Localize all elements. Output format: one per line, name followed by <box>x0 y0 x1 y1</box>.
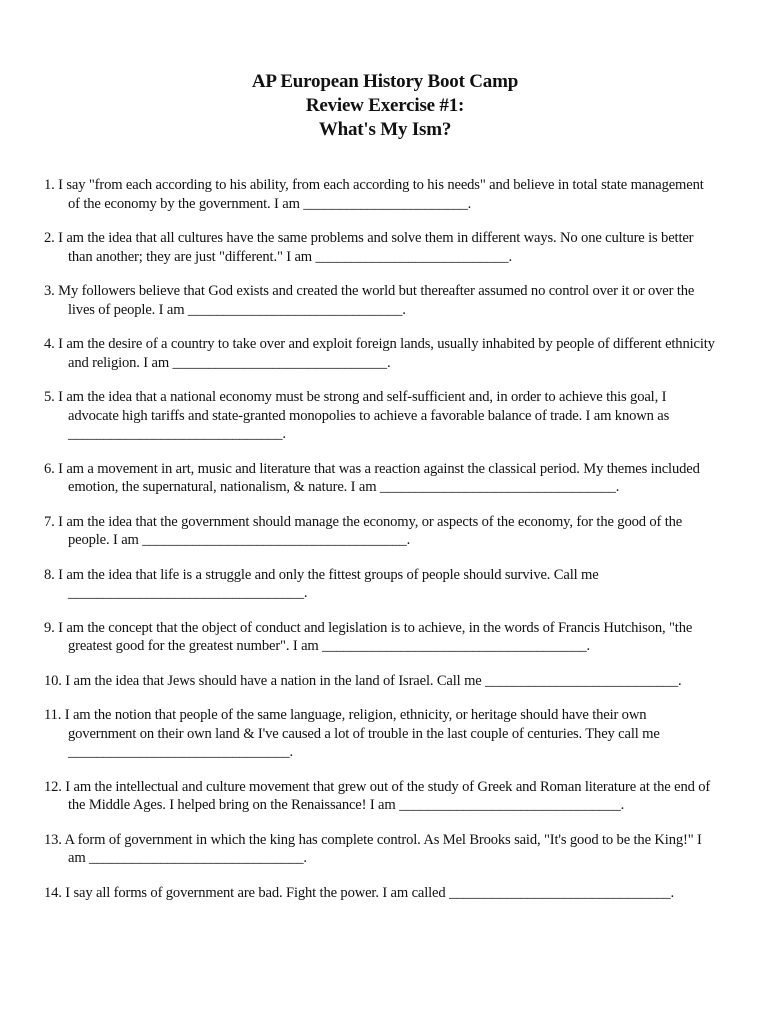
question-13: 13. A form of government in which the king has complete control. As Mel Brooks said, "It's good to be the King!" I am ______________________________. <box>44 831 702 866</box>
question-3: 3. My followers believe that God exists and created the world but thereafter assumed no control over it or over the lives of people. I am ______________________________. <box>44 283 695 318</box>
question-5: 5. I am the idea that a national economy must be strong and self-sufficient and, in order to achieve this goal, I advocate high tariffs and state-granted monopolies to achieve a favorable balance of trade. I am known as ______________________________. <box>44 389 670 442</box>
question-list <box>44 176 716 902</box>
question-2: 2. I am the idea that all cultures have the same problems and solve them in different ways. No one culture is better than another; they are just "different." I am ___________________________. <box>44 230 694 265</box>
title-line-1: AP European History Boot Camp <box>251 71 519 92</box>
title-line-2: Review Exercise #1: <box>305 95 465 116</box>
question-10: 10. I am the idea that Jews should have a nation in the land of Israel. Call me ___________________________. <box>44 672 682 689</box>
question-12: 12. I am the intellectual and culture movement that grew out of the study of Greek and Roman literature at the end of the Middle Ages. I helped bring on the Renaissance! I am _______________________________. <box>44 778 711 813</box>
question-4: 4. I am the desire of a country to take over and exploit foreign lands, usually inhabited by people of different ethnicity and religion. I am ______________________________. <box>44 336 715 371</box>
question-6: 6. I am a movement in art, music and literature that was a reaction against the classical period. My themes included emotion, the supernatural, nationalism, & nature. I am _________________________________. <box>44 460 700 495</box>
question-1: 1. I say "from each according to his ability, from each according to his needs" and believe in total state management of the economy by the government. I am _______________________. <box>44 177 704 212</box>
question-7: 7. I am the idea that the government should manage the economy, or aspects of the economy, for the good of the people. I am _____________________________________. <box>44 513 683 548</box>
title-line-3: What's My Ism? <box>318 119 452 140</box>
question-14: 14. I say all forms of government are bad. Fight the power. I am called _______________________________. <box>44 884 675 901</box>
worksheet-title <box>0 70 770 142</box>
question-11: 11. I am the notion that people of the same language, religion, ethnicity, or heritage should have their own government on their own land & I've caused a lot of trouble in the last couple of centuries. They call me _______________________________. <box>44 707 660 760</box>
question-9: 9. I am the concept that the object of conduct and legislation is to achieve, in the words of Francis Hutchison, "the greatest good for the greatest number". I am _____________________________________. <box>44 619 693 654</box>
question-8: 8. I am the idea that life is a struggle and only the fittest groups of people should survive. Call me _________________________________. <box>44 566 599 601</box>
